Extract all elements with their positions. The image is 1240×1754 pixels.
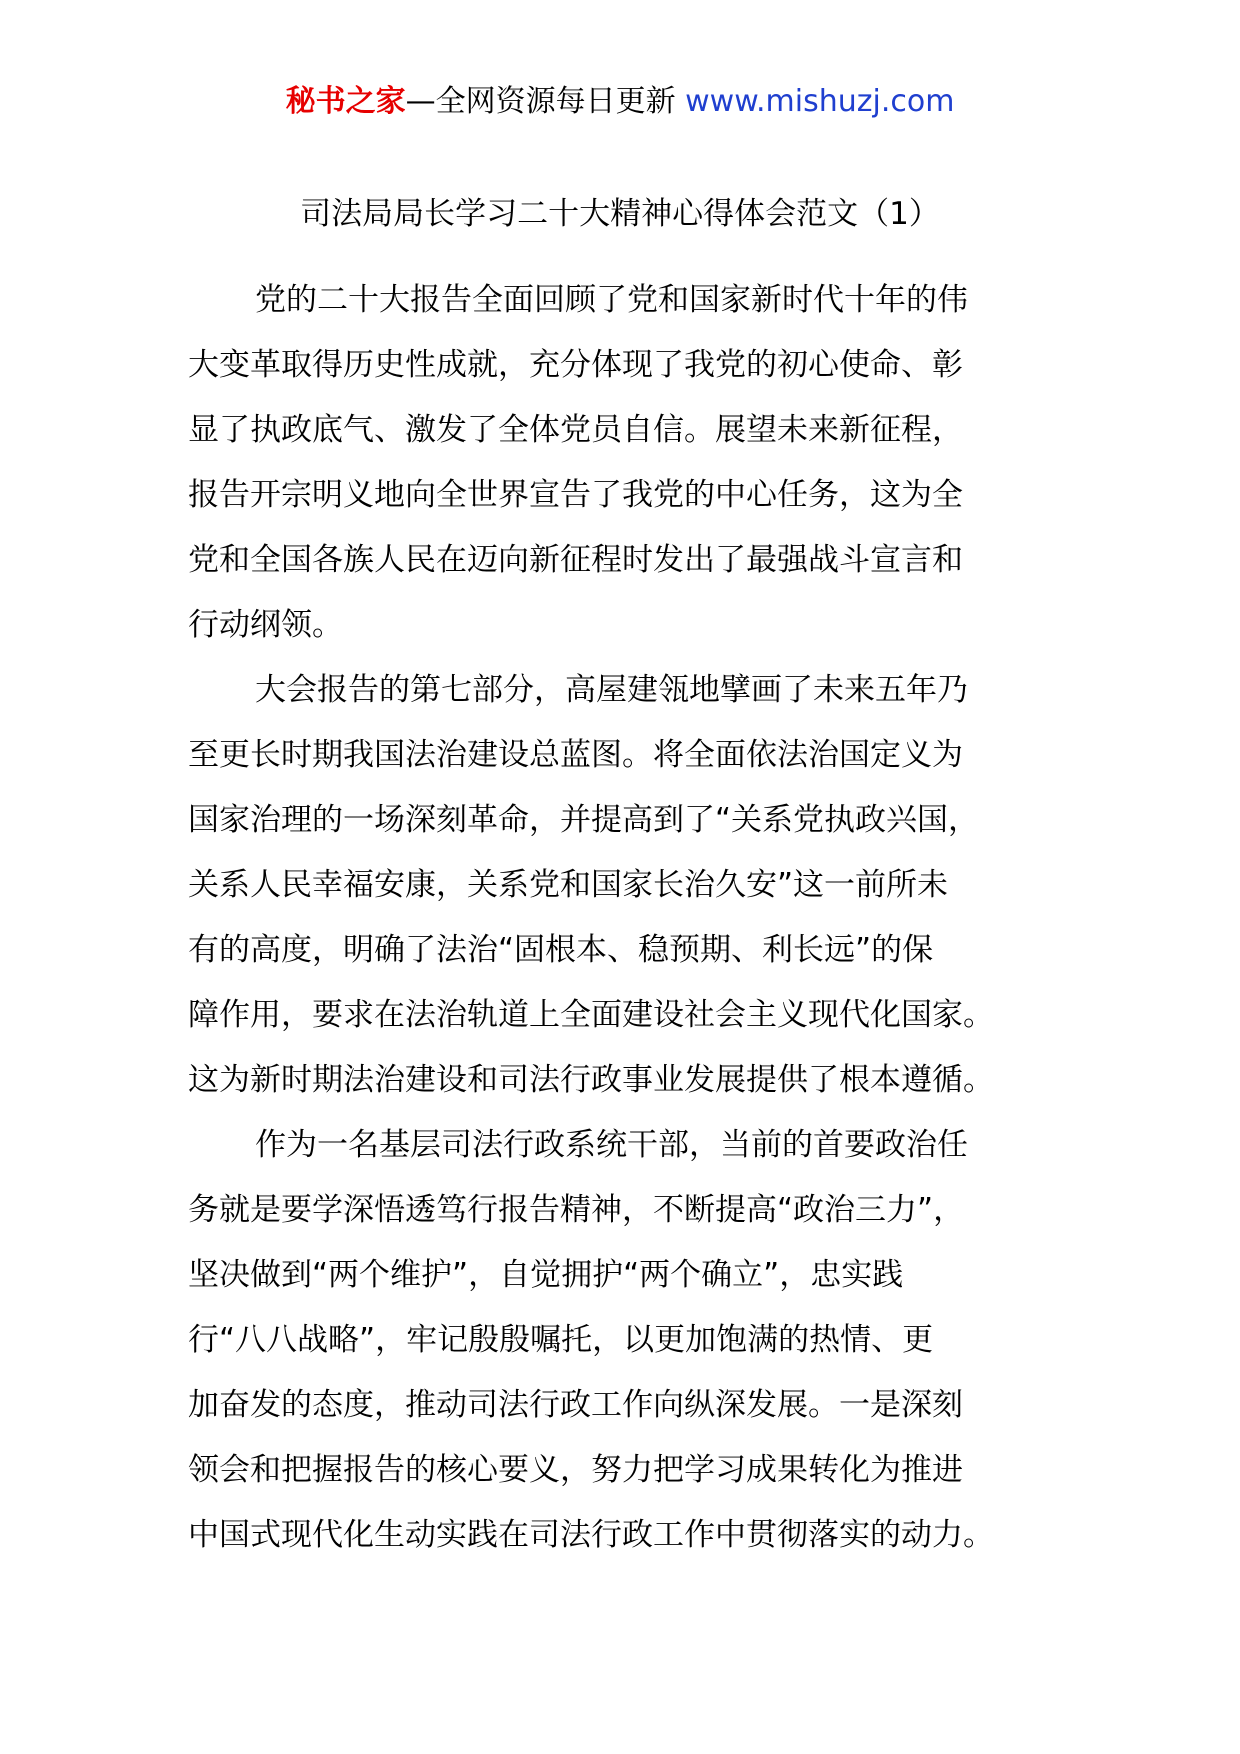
paragraph-3-line: 作为一名基层司法行政系统干部，当前的首要政治任 bbox=[255, 1127, 968, 1163]
paragraph-3-line: 领会和把握报告的核心要义，努力把学习成果转化为推进 bbox=[188, 1452, 963, 1488]
paragraph-1-line: 报告开宗明义地向全世界宣告了我党的中心任务，这为全 bbox=[188, 477, 963, 513]
paragraph-3-line: 行“八八战略”，牢记殷殷嘱托，以更加饱满的热情、更 bbox=[188, 1322, 934, 1358]
site-header bbox=[0, 82, 1240, 122]
document-body bbox=[188, 268, 1088, 1568]
paragraph-1-line: 大变革取得历史性成就，充分体现了我党的初心使命、彰 bbox=[188, 347, 963, 383]
paragraph-2-line: 至更长时期我国法治建设总蓝图。将全面依法治国定义为 bbox=[188, 737, 963, 773]
paragraph-3-line: 中国式现代化生动实践在司法行政工作中贯彻落实的动力。 bbox=[188, 1517, 994, 1553]
paragraph-1-line: 行动纲领。 bbox=[188, 607, 343, 643]
document-title: 司法局局长学习二十大精神心得体会范文（1） bbox=[300, 196, 940, 232]
site-tagline: —全网资源每日更新 bbox=[405, 84, 686, 119]
paragraph-2-line: 大会报告的第七部分，高屋建瓴地擘画了未来五年乃 bbox=[255, 672, 968, 708]
site-brand: 秘书之家 bbox=[285, 84, 406, 119]
paragraph-2-line: 障作用，要求在法治轨道上全面建设社会主义现代化国家。 bbox=[188, 997, 994, 1033]
paragraph-1-line: 党的二十大报告全面回顾了党和国家新时代十年的伟 bbox=[255, 282, 968, 318]
paragraph-1-line: 党和全国各族人民在迈向新征程时发出了最强战斗宣言和 bbox=[188, 542, 963, 578]
paragraph-1-line: 显了执政底气、激发了全体党员自信。展望未来新征程， bbox=[188, 412, 963, 448]
paragraph-2-line: 这为新时期法治建设和司法行政事业发展提供了根本遵循。 bbox=[188, 1062, 994, 1098]
paragraph-2-line: 有的高度，明确了法治“固根本、稳预期、利长远”的保 bbox=[188, 932, 934, 968]
paragraph-2-line: 关系人民幸福安康，关系党和国家长治久安”这一前所未 bbox=[188, 867, 949, 903]
paragraph-3-line: 务就是要学深悟透笃行报告精神，不断提高“政治三力”， bbox=[188, 1192, 965, 1228]
paragraph-3-line: 坚决做到“两个维护”，自觉拥护“两个确立”，忠实践 bbox=[188, 1257, 904, 1293]
site-url-link[interactable]: www.mishuzj.com bbox=[685, 84, 955, 119]
paragraph-2-line: 国家治理的一场深刻革命，并提高到了“关系党执政兴国， bbox=[188, 802, 980, 838]
paragraph-3-line: 加奋发的态度，推动司法行政工作向纵深发展。一是深刻 bbox=[188, 1387, 963, 1423]
